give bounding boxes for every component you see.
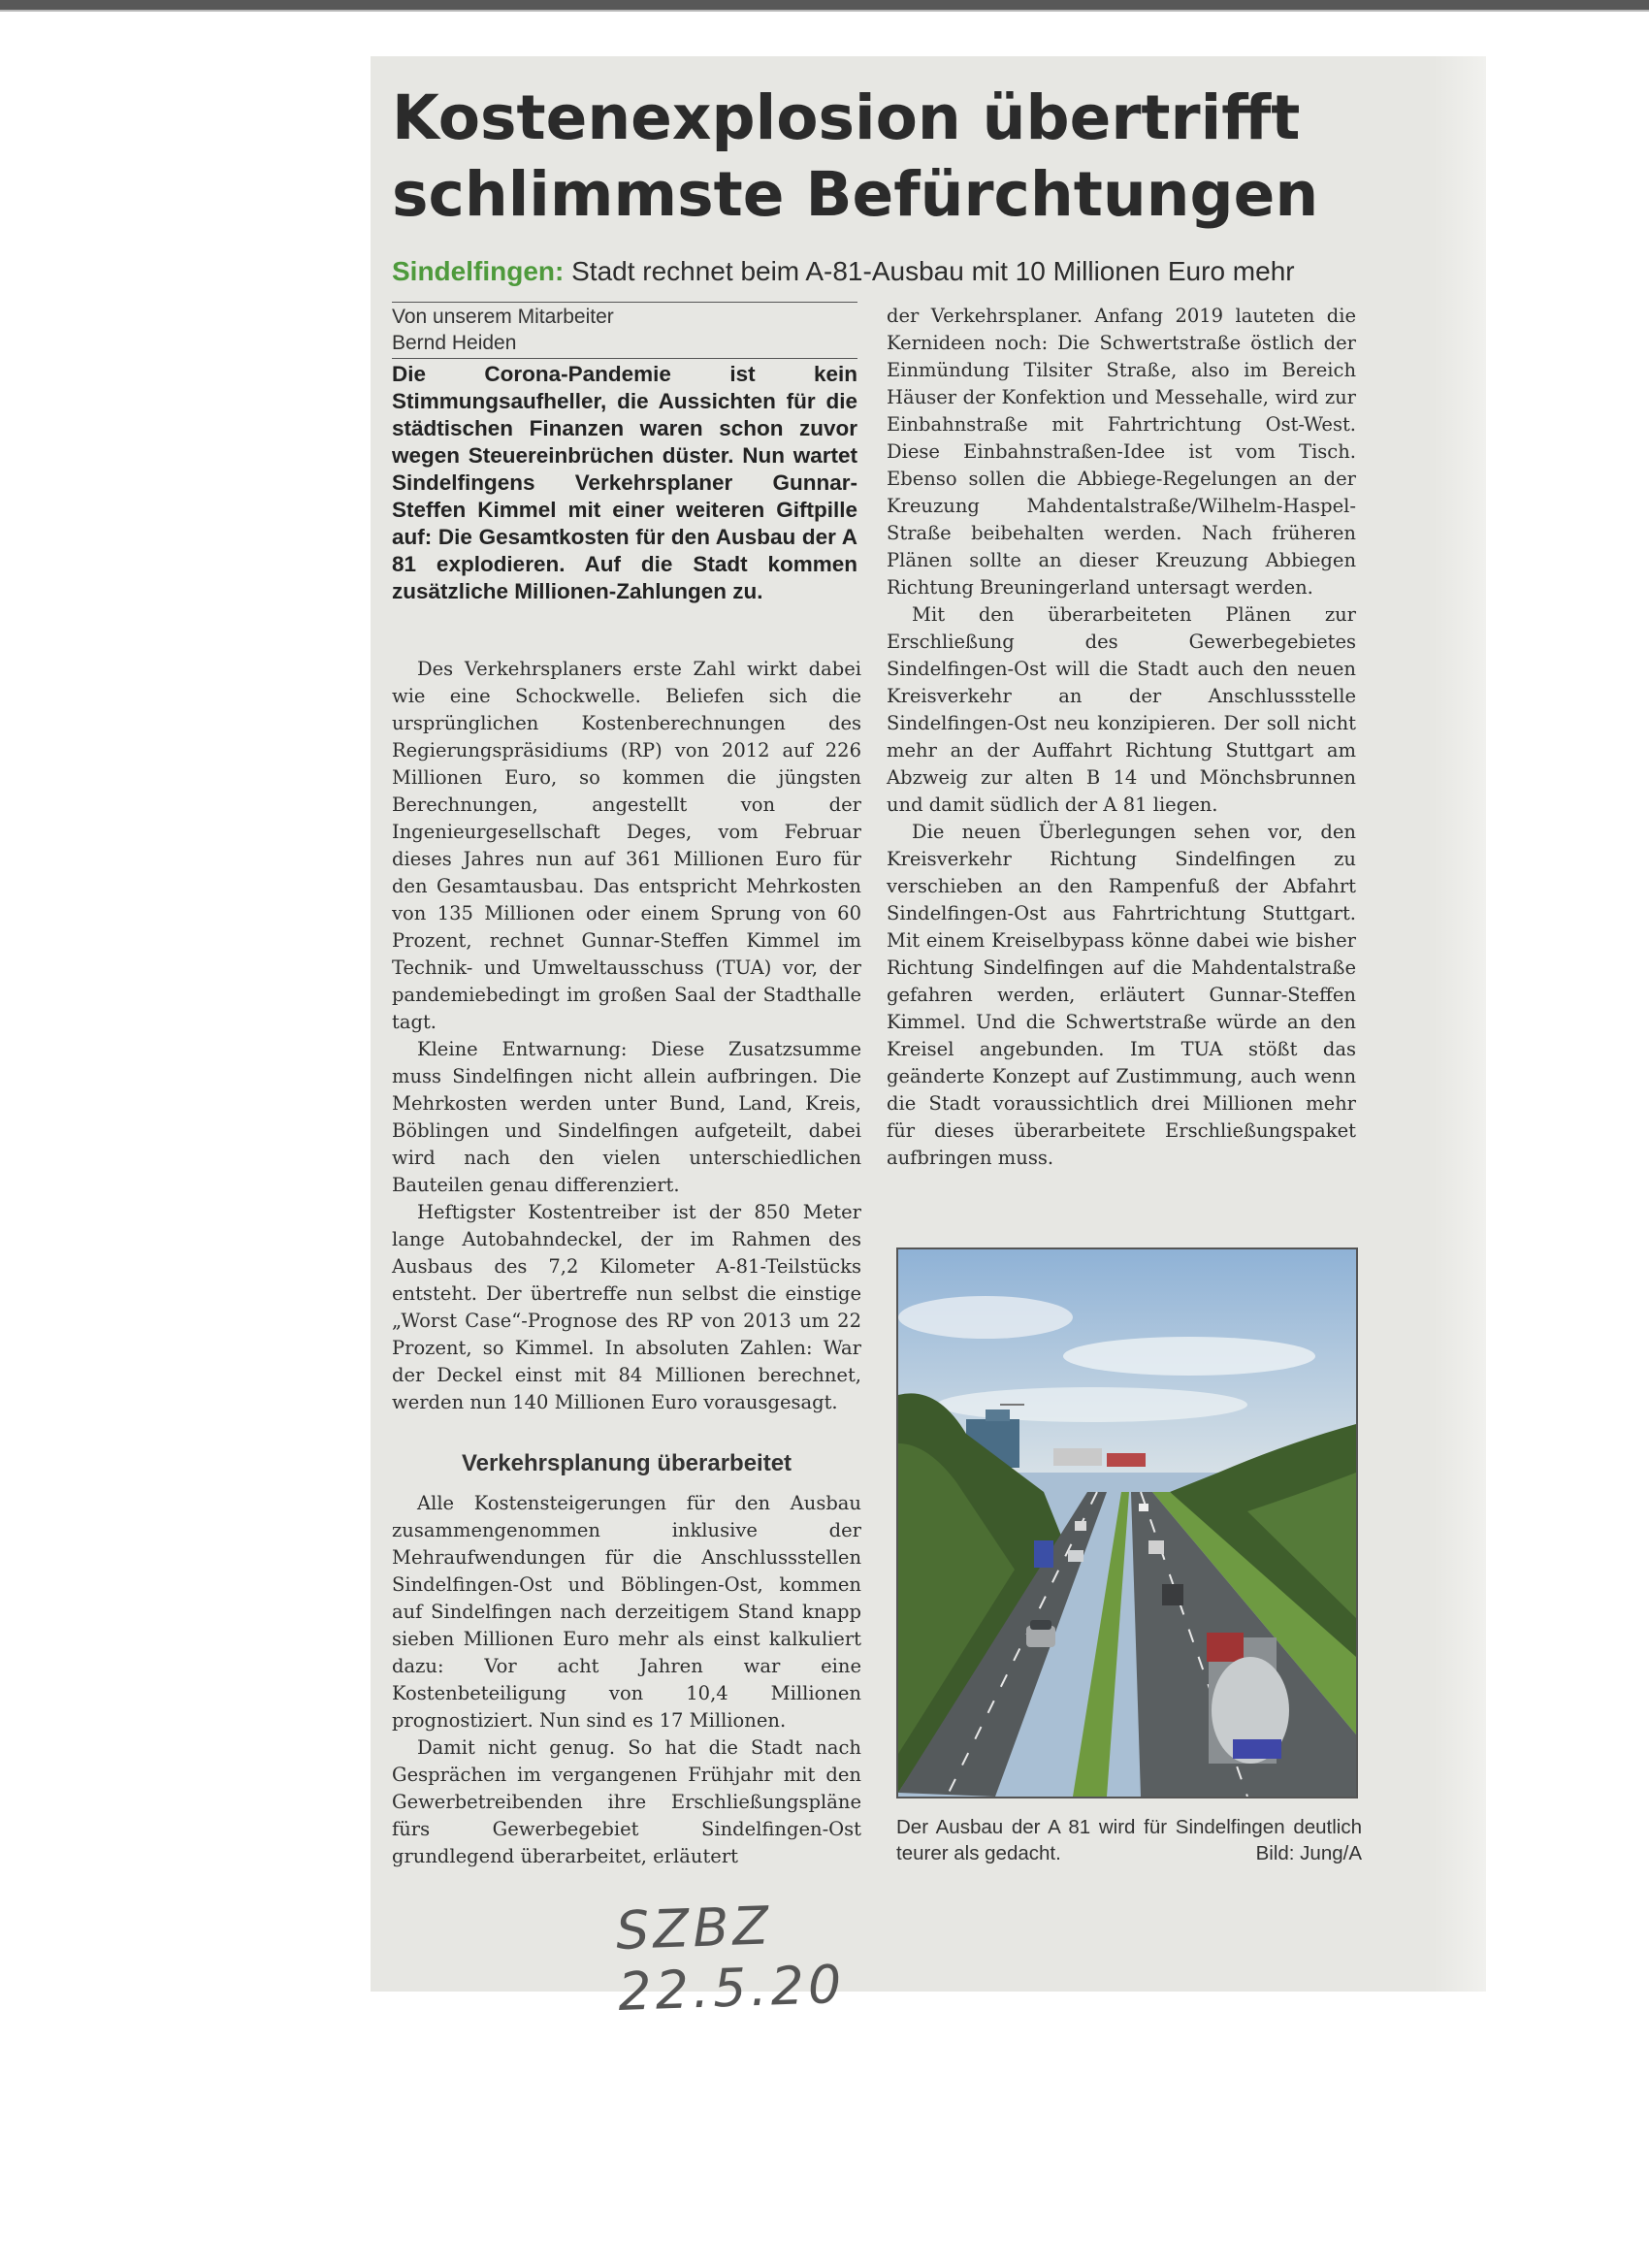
paragraph: Mit den überarbeiteten Plänen zur Erschließung des Gewerbegebietes Sindelfingen-Ost will die Stadt auch den neuen Kreisverkehr an der Anschlussstelle Sindelfingen-Ost neu konzipieren. Der soll nicht mehr an der Auffahrt Richtung Stuttgart am Abzweig zur alten B 14 und Mönchsbrunnen und damit südlich der A 81 liegen. (887, 603, 1356, 816)
highway-photo (896, 1247, 1358, 1798)
byline-role: Von unserem Mitarbeiter (392, 306, 614, 328)
paragraph: Damit nicht genug. So hat die Stadt nach Gesprächen im vergangenen Frühjahr mit den Gewerbetreibenden ihre Erschließungspläne fürs Gewerbegebiet Sindelfingen-Ost grundlegend überarbeitet, erläutert (392, 1736, 861, 1867)
article-subheadline (392, 254, 1449, 289)
paragraph: Alle Kostensteigerungen für den Ausbau zusammengenommen inklusive der Mehraufwendungen für die Anschlussstellen Sindelfingen-Ost und Böblingen-Ost, kommen auf Sindelfingen nach derzeitigem Stand knapp sieben Millionen Euro mehr als einst kalkuliert dazu: Vor acht Jahren war eine Kostenbeteiligung von 10,4 Millionen prognostiziert. Nun sind es 17 Millionen. (392, 1492, 861, 1732)
subheadline-text: Stadt rechnet beim A-81-Ausbau mit 10 Millionen Euro mehr (571, 256, 1295, 286)
paragraph: Die neuen Überlegungen sehen vor, den Kreisverkehr Richtung Sindelfingen zu verschieben an den Rampenfuß der Abfahrt Sindelfingen-Ost aus Fahrtrichtung Stuttgart. Mit einem Kreiselbypass könne dabei wie bisher Richtung Sindelfingen auf die Mahdentalstraße gefahren werden, erläutert Gunnar-Steffen Kimmel. Und die Schwertstraße würde an den Kreisel angebunden. Im TUA stößt das geänderte Konzept auf Zustimmung, auch wenn die Stadt voraussichtlich drei Millionen mehr für dieses überarbeitete Erschließungspaket aufbringen muss. (887, 821, 1356, 1169)
paragraph: Kleine Entwarnung: Diese Zusatzsumme muss Sindelfingen nicht allein aufbringen. Die Mehrkosten werden unter Bund, Land, Kreis, Böblingen und Sindelfingen aufgeteilt, dabei wird nach den vielen unterschiedlichen Bauteilen genau differenziert. (392, 1038, 861, 1196)
caption-text: Der Ausbau der A 81 wird für Sindelfingen deutlich teurer als gedacht. (896, 1816, 1362, 1864)
column-left-lower (392, 1490, 861, 1870)
byline-author: Bernd Heiden (392, 332, 517, 354)
photo-caption (896, 1814, 1362, 1866)
paragraph: Des Verkehrsplaners erste Zahl wirkt dabei wie eine Schockwelle. Beliefen sich die ursprünglichen Kostenberechnungen des Regierungspräsidiums (RP) von 2012 auf 226 Millionen Euro, so kommen die jüngsten Berechnungen, angestellt von der Ingenieurgesellschaft Deges, vom Februar dieses Jahres nun auf 361 Millionen Euro für den Gesamtausbau. Das entspricht Mehrkosten von 135 Millionen oder einem Sprung von 60 Prozent, rechnet Gunnar-Steffen Kimmel im Technik- und Umweltausschuss (TUA) vor, der pandemiebedingt im großen Saal der Stadthalle tagt. (392, 658, 861, 1033)
article-lead: Die Corona-Pandemie ist kein Stimmungsaufheller, die Aussichten für die städtischen Finanzen waren schon zuvor wegen Steuereinbrüchen düster. Nun wartet Sindelfingens Verkehrsplaner Gunnar-Steffen Kimmel mit einer weiteren Giftpille auf: Die Gesamtkosten für den Ausbau der A 81 explodieren. Auf die Stadt kommen zusätzliche Millionen-Zahlungen zu. (392, 362, 857, 603)
handwritten-note: SZBZ 22.5.20 (614, 1895, 847, 2023)
location-kicker: Sindelfingen: (392, 256, 565, 286)
paragraph: Heftigster Kostentreiber ist der 850 Meter lange Autobahndeckel, der im Rahmen des Ausbaus des 7,2 Kilometer A-81-Teilstücks entsteht. Der übertreffe nun selbst die einstige „Worst Case“-Prognose des RP von 2013 um 22 Prozent, so Kimmel. In absoluten Zahlen: War der Deckel einst mit 84 Millionen berechnet, werden nun 140 Millionen Euro vorausgesagt. (392, 1201, 861, 1413)
section-subhead: Verkehrsplanung überarbeitet (461, 1450, 792, 1476)
highway-photo-illustration (898, 1249, 1356, 1797)
scanner-edge (0, 0, 1649, 10)
scanner-edge-shadow (0, 10, 1649, 12)
column-left-upper (392, 656, 861, 1416)
paragraph: der Verkehrsplaner. Anfang 2019 lauteten die Kernideen noch: Die Schwertstraße östlich der Einmündung Tilsiter Straße, also im Bereich Häuser der Konfektion und Messehalle, wird zur Einbahnstraße mit Fahrtrichtung Ost-West. Diese Einbahnstraßen-Idee ist vom Tisch. Ebenso sollen die Abbiege-Regelungen an der Kreuzung Mahdentalstraße/Wilhelm-Haspel-Straße beibehalten werden. Nach früheren Plänen sollte an dieser Kreuzung Abbiegen Richtung Breuningerland untersagt werden. (887, 305, 1356, 599)
article-headline: Kostenexplosion übertrifft schlimmste Befürchtungen (392, 82, 1319, 230)
byline (392, 302, 857, 359)
column-right (887, 303, 1356, 1172)
clipping-right-edge (1434, 56, 1486, 1992)
photo-credit: Bild: Jung/A (1255, 1842, 1362, 1864)
